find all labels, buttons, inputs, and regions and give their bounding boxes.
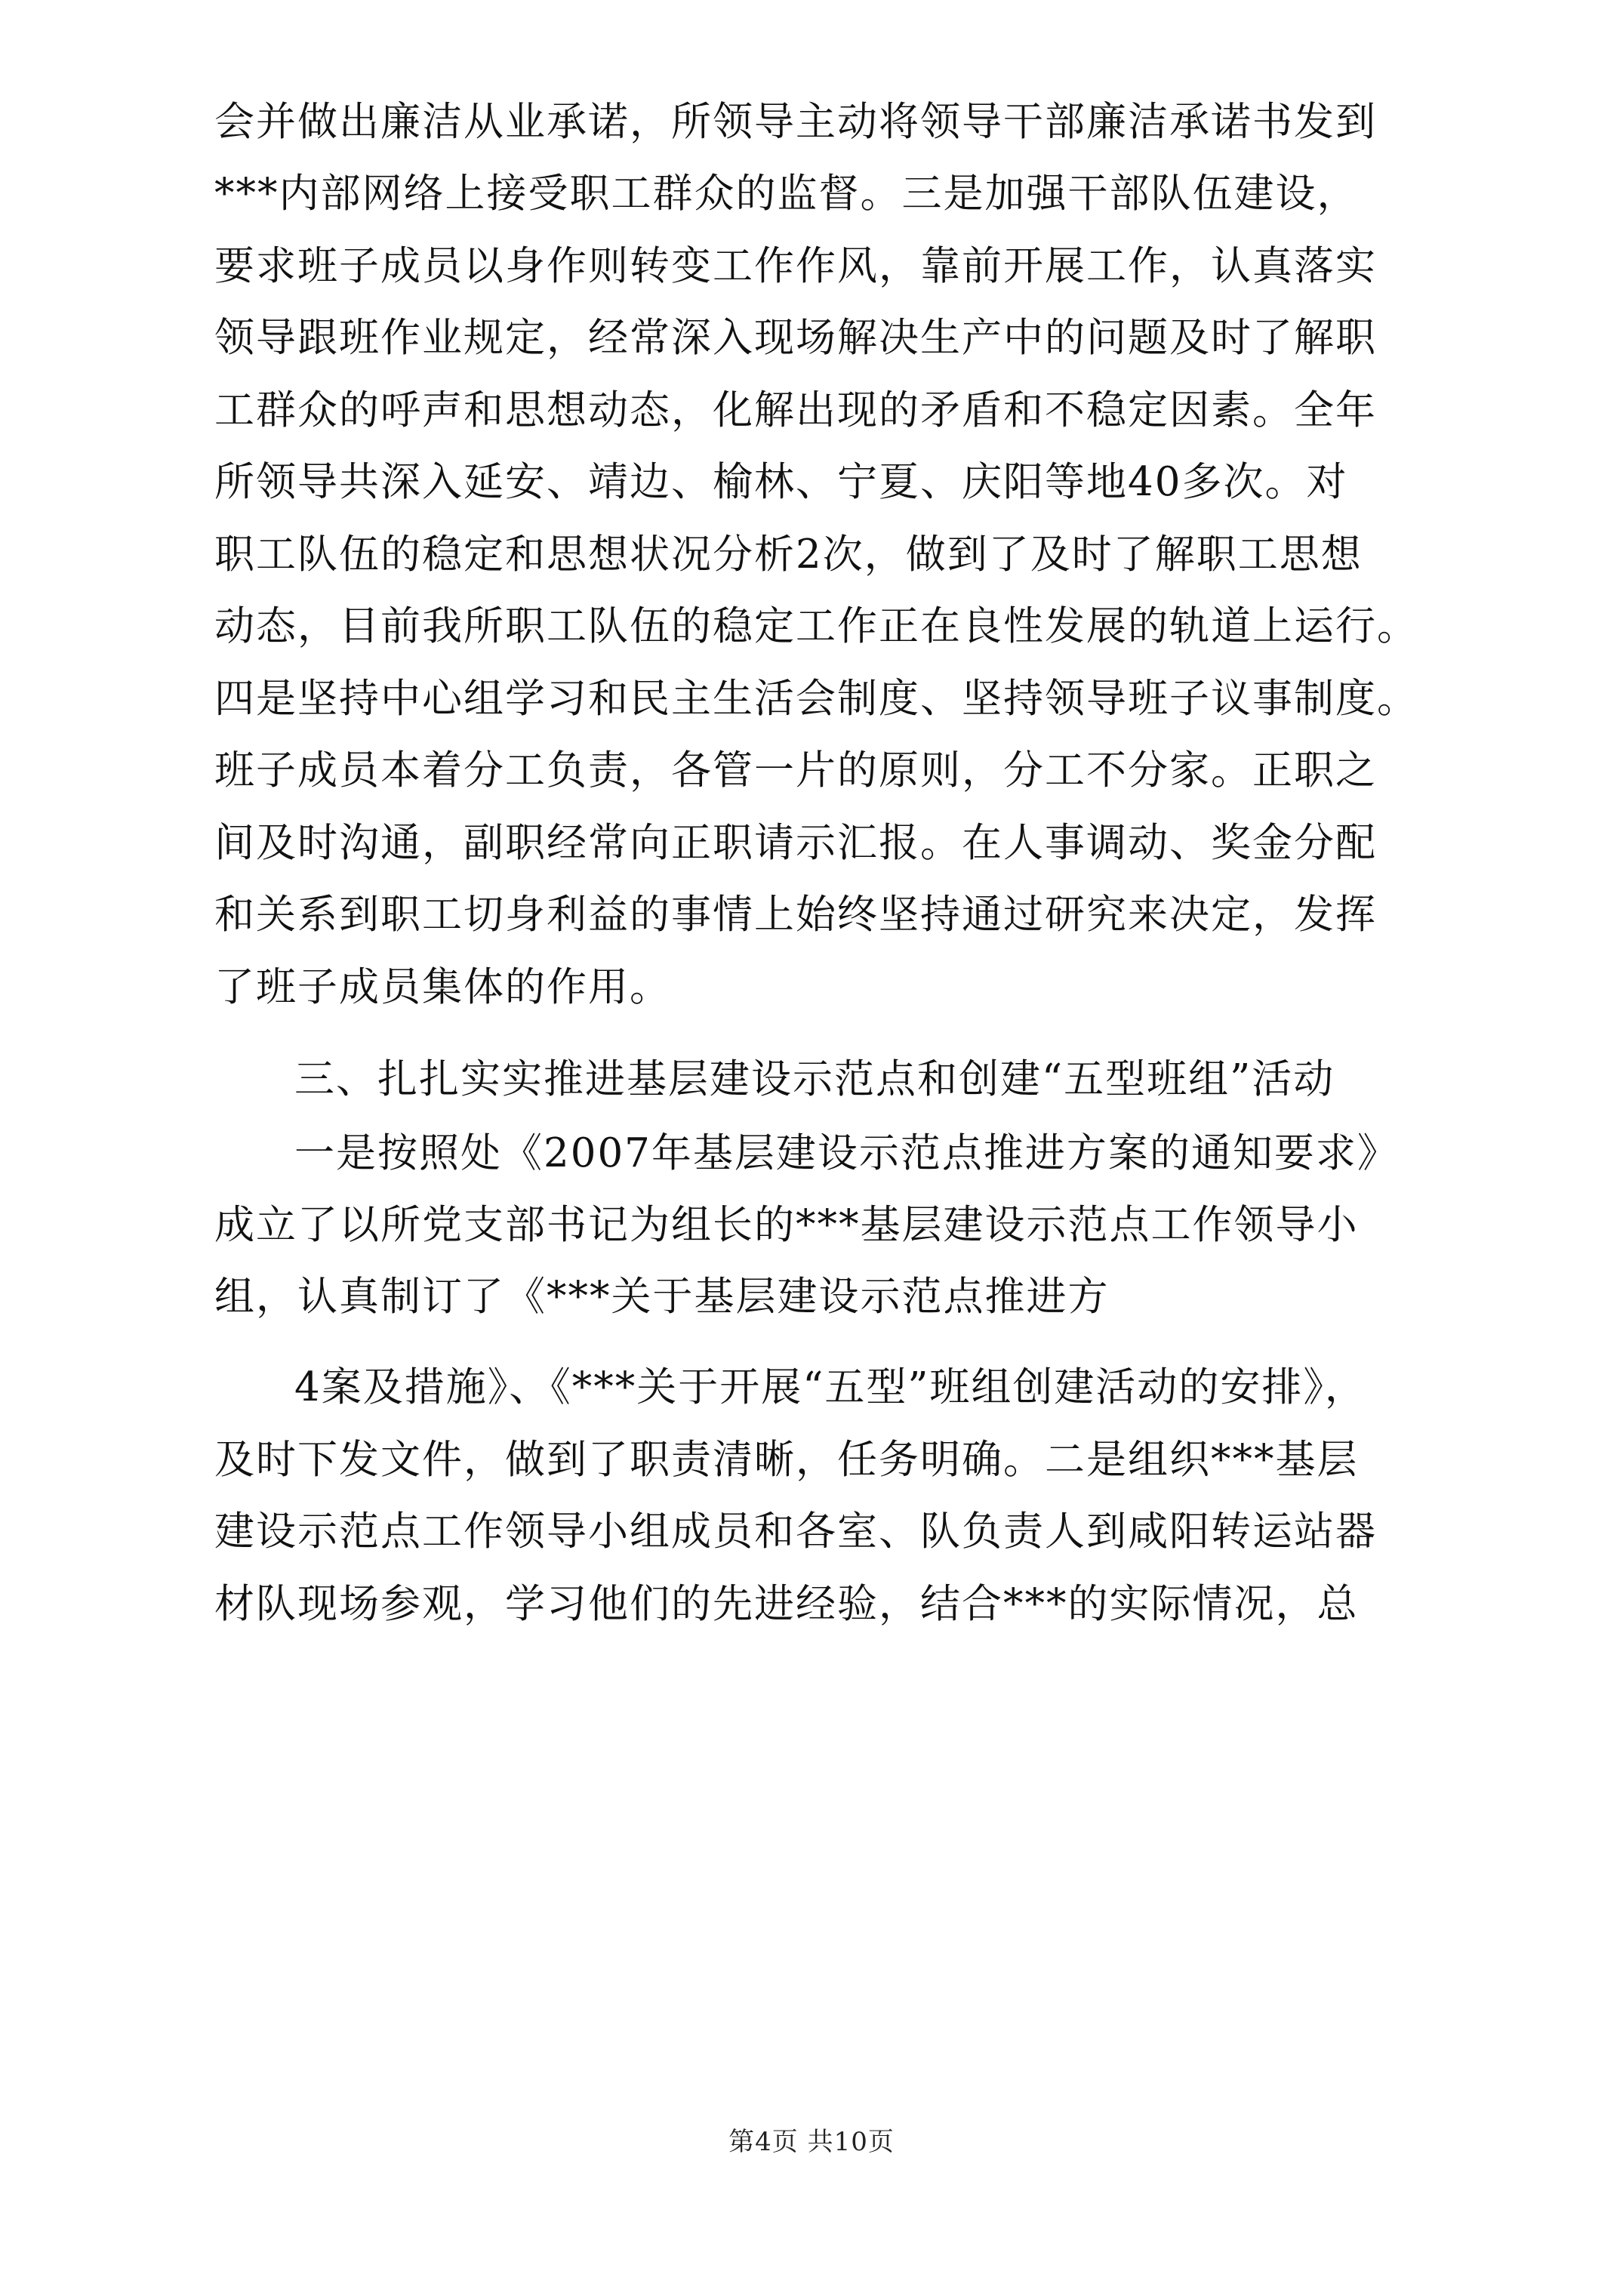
text-line-18: 4案及措施》、《***关于开展“五型”班组创建活动的安排》， (294, 1364, 1366, 1410)
text-line-21: 材队现场参观，学习他们的先进经验，结合***的实际情况，总 (214, 1581, 1359, 1627)
text-line-5: 工群众的呼声和思想动态，化解出现的矛盾和不稳定因素。全年 (214, 387, 1377, 433)
text-line-6: 所领导共深入延安、靖边、榆林、宁夏、庆阳等地40多次。对 (214, 459, 1348, 505)
text-line-2: ***内部网络上接受职工群众的监督。三是加强干部队伍建设， (214, 171, 1359, 217)
text-line-3: 要求班子成员以身作则转变工作作风，靠前开展工作，认真落实 (214, 243, 1377, 289)
text-line-17: 组，认真制订了《***关于基层建设示范点推进方 (214, 1274, 1110, 1320)
page-number-footer: 第4页 共10页 (728, 2127, 895, 2157)
text-line-19: 及时下发文件，做到了职责清晰，任务明确。二是组织***基层 (214, 1437, 1359, 1483)
text-line-20: 建设示范点工作领导小组成员和各室、队负责人到咸阳转运站器 (214, 1509, 1377, 1555)
text-line-15: 一是按照处《2007年基层建设示范点推进方案的通知要求》 (294, 1130, 1399, 1176)
text-line-9: 四是坚持中心组学习和民主生活会制度、坚持领导班子议事制度。 (214, 676, 1418, 722)
section-heading: 三、扎扎实实推进基层建设示范点和创建“五型班组”活动 (294, 1056, 1335, 1102)
text-line-8: 动态，目前我所职工队伍的稳定工作正在良性发展的轨道上运行。 (214, 603, 1418, 649)
text-line-4: 领导跟班作业规定，经常深入现场解决生产中的问题及时了解职 (214, 315, 1377, 361)
text-line-12: 和关系到职工切身利益的事情上始终坚持通过研究来决定，发挥 (214, 892, 1377, 938)
text-line-10: 班子成员本着分工负责，各管一片的原则，分工不分家。正职之 (214, 747, 1377, 794)
text-line-16: 成立了以所党支部书记为组长的***基层建设示范点工作领导小 (214, 1202, 1359, 1248)
text-line-13: 了班子成员集体的作用。 (214, 964, 671, 1010)
text-line-7: 职工队伍的稳定和思想状况分析2次，做到了及时了解职工思想 (214, 532, 1363, 578)
text-line-1: 会并做出廉洁从业承诺，所领导主动将领导干部廉洁承诺书发到 (214, 99, 1377, 145)
text-line-11: 间及时沟通，副职经常向正职请示汇报。在人事调动、奖金分配 (214, 820, 1377, 866)
